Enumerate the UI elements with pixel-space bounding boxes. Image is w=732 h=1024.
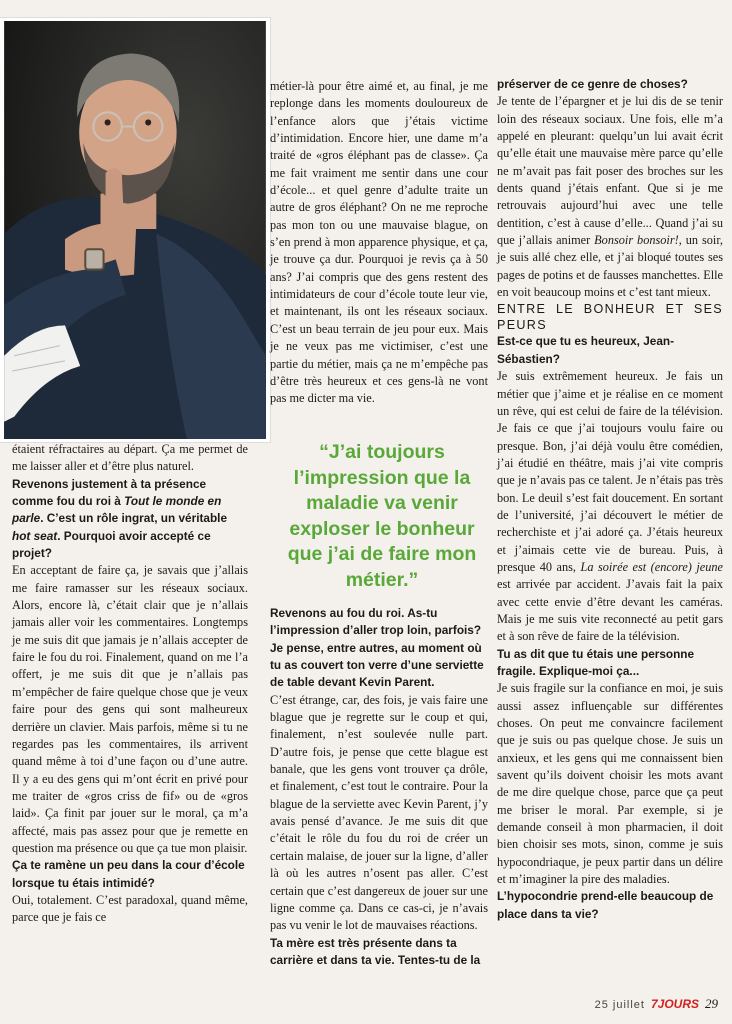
portrait-illustration: [3, 21, 267, 439]
issue-date: 25 juillet: [594, 999, 645, 1011]
portrait-photo: [0, 18, 270, 442]
interview-question: Ta mère est très présente dans ta carrière et dans ta vie. Tentes-tu de la: [270, 935, 481, 967]
interview-question: préserver de ce genre de choses?: [497, 77, 688, 91]
paragraph: C’est étrange, car, des fois, je vais faire une blague que je regrette sur le coup et qui, finalement, n’est soulevée nulle part. D’autre fois, je pense que cette blague est banale, que les gens vont trouver ça drôle, et finalement, c’est tout le contraire. Pour la blague de la serviette avec Kevin Parent, j’y avais pensé d’avance. Je me suis dit que c’était le rôle du fou du roi de créer un certain malaise, de jouer sur la ligne, d’aller là où les autres n’osent pas aller. C’est certain que c’est dangereux de jouer sur une ligne comme ça. Dans ce cas-ci, je n’avais pas vu venir le lot de mauvaises réactions.: [270, 692, 488, 933]
column-1: [12, 441, 248, 927]
magazine-logo: 7JOURS: [650, 997, 699, 1011]
interview-question: Tu as dit que tu étais une personne fragile. Explique-moi ça...: [497, 646, 695, 678]
column-2-bottom: [270, 605, 488, 969]
section-title: ENTRE LE BONHEUR ET SES PEURS: [497, 302, 723, 333]
page-footer: [595, 996, 718, 1012]
column-3: [497, 76, 723, 923]
interview-question: Revenons justement à ta présence comme fou du roi à Tout le monde en parle. C’est un rôle ingrat, un véritable hot seat. Pourquoi avoir accepté ce projet?: [12, 476, 228, 561]
paragraph: étaient réfractaires au départ. Ça me permet de me laisser aller et d’être plus naturel.: [12, 442, 248, 474]
column-2-top: [270, 78, 488, 408]
interview-question: Ça te ramène un peu dans la cour d’école lorsque tu étais intimidé?: [12, 858, 245, 890]
paragraph: En acceptant de faire ça, je savais que j’allais me faire ramasser sur les réseaux sociaux. Alors, encore là, c’était clair que je n’allais jamais aller voir les commentaires. Longtemps je me suis dit que jamais je n’allais accepter de faire le fou du roi. Finalement, quand on me l’a offert, je me suis dit que je n’allais pas m’empêcher de faire quelque chose que je veux faire pour des gens qui sont malheureux derrière un clavier. Mais parfois, même si tu ne regardes pas les commentaires, ils arrivent quand même à toi d’une façon ou d’une autre. Il y a eu des gens qui m’ont écrit en privé pour me traiter de «gros criss de fif» ou de «gros laid». Ça finit par jouer sur le moral, ça m’a affecté, mais pas assez pour que je remette en question ma présence ou que ça tue mon plaisir.: [12, 563, 248, 855]
pull-quote: “J’ai toujours l’impression que la maladie va venir exploser le bonheur que j’ai de faire mon métier.”: [287, 441, 477, 591]
interview-question: Revenons au fou du roi. As-tu l’impression d’aller trop loin, parfois? Je pense, entre autres, au moment où tu as couvert ton verre d’une serviette de table devant Kevin Parent.: [270, 606, 484, 690]
paragraph: Je suis extrêmement heureux. Je fais un métier que j’aime et je réalise en ce moment un rêve, qui est celui de faire de la télévision. Je fais ce que j’ai toujours voulu faire ou presque. Bon, j’ai déjà voulu être comédien, j’ai étudié en théâtre, mais j’ai vite compris que je n’avais pas ce talent. Je n’étais pas très bon. Le deuil s’est fait doucement. En sortant de l’université, j’ai découvert le métier de recherchiste et j’ai adoré ça. J’étais heureux et j’aimais cette vie de bureau. Puis, à presque 40 ans, La soirée est (encore) jeune est arrivée par accident. J’avais fait la paix avec cette envie d’être devant les caméras. Mais je me suis vite reconnecté au petit gars et à son rêve de faire de la télévision.: [497, 369, 723, 644]
page-number: 29: [705, 996, 718, 1011]
paragraph: Je suis fragile sur la confiance en moi, je suis aussi assez influençable sur différentes choses. On peut me convaincre facilement que je suis ou pas quelque chose. Je suis un anxieux, et les gens qui me connaissent bien savent qu’ils doivent choisir les mots avant de me dire quelque chose, parce que ça peut me briser le moral. Par exemple, si je demande conseil à mon pharmacien, il doit bien choisir ses mots, sinon, comme je suis hypocondriaque, je peux partir dans un délire et m’imaginer la pire des maladies.: [497, 681, 723, 887]
interview-question: Est-ce que tu es heureux, Jean-Sébastien?: [497, 334, 675, 366]
interview-question: L’hypocondrie prend-elle beaucoup de place dans ta vie?: [497, 889, 714, 921]
paragraph: Oui, totalement. C’est paradoxal, quand même, parce que je fais ce: [12, 892, 248, 925]
paragraph: métier-là pour être aimé et, au final, je me replonge dans les moments douloureux de l’enfance alors que j’étais victime d’intimidation. Encore hier, une dame m’a traité de «gros éléphant pas de classe». Ça me fait vraiment me sentir dans une cour d’école... et quel genre d’adulte traite un autre de gros éléphant? On ne me reproche pas mon ton ou une mauvaise blague, on s’en prend à mon apparence physique, et ça, je trouve ça dur. Pourquoi je revis ça à 50 ans? J’ai compris que des gens restent des intimidateurs de cour d’école toute leur vie, et maintenant, ils ont les réseaux sociaux. C’est un beau terrain de jeu pour eux. Mais je ne veux pas me victimiser, c’est une partie du métier, mais ça ne m’empêche pas d’être très heureux et ces gens-là ne vont pas me dicter ma vie.: [270, 79, 488, 406]
paragraph: Je tente de l’épargner et je lui dis de se tenir loin des réseaux sociaux. Une fois, elle m’a appelé en pleurant: quelqu’un lui avait écrit qu’elle était une mauvaise mère parce qu’elle ne m’avait pas fait poser des broches sur les dents quand j’étais enfant. Que si je me retrouvais aujourd’hui avec une telle dentition, c’est à cause d’elle... Quand j’ai su que j’allais animer Bonsoir bonsoir!, un soir, je suis allé chez elle, et j’ai bloqué toutes ses pages de potins et de fausses manchettes. Elle en voit beaucoup moins et c’est tant mieux.: [497, 94, 723, 300]
